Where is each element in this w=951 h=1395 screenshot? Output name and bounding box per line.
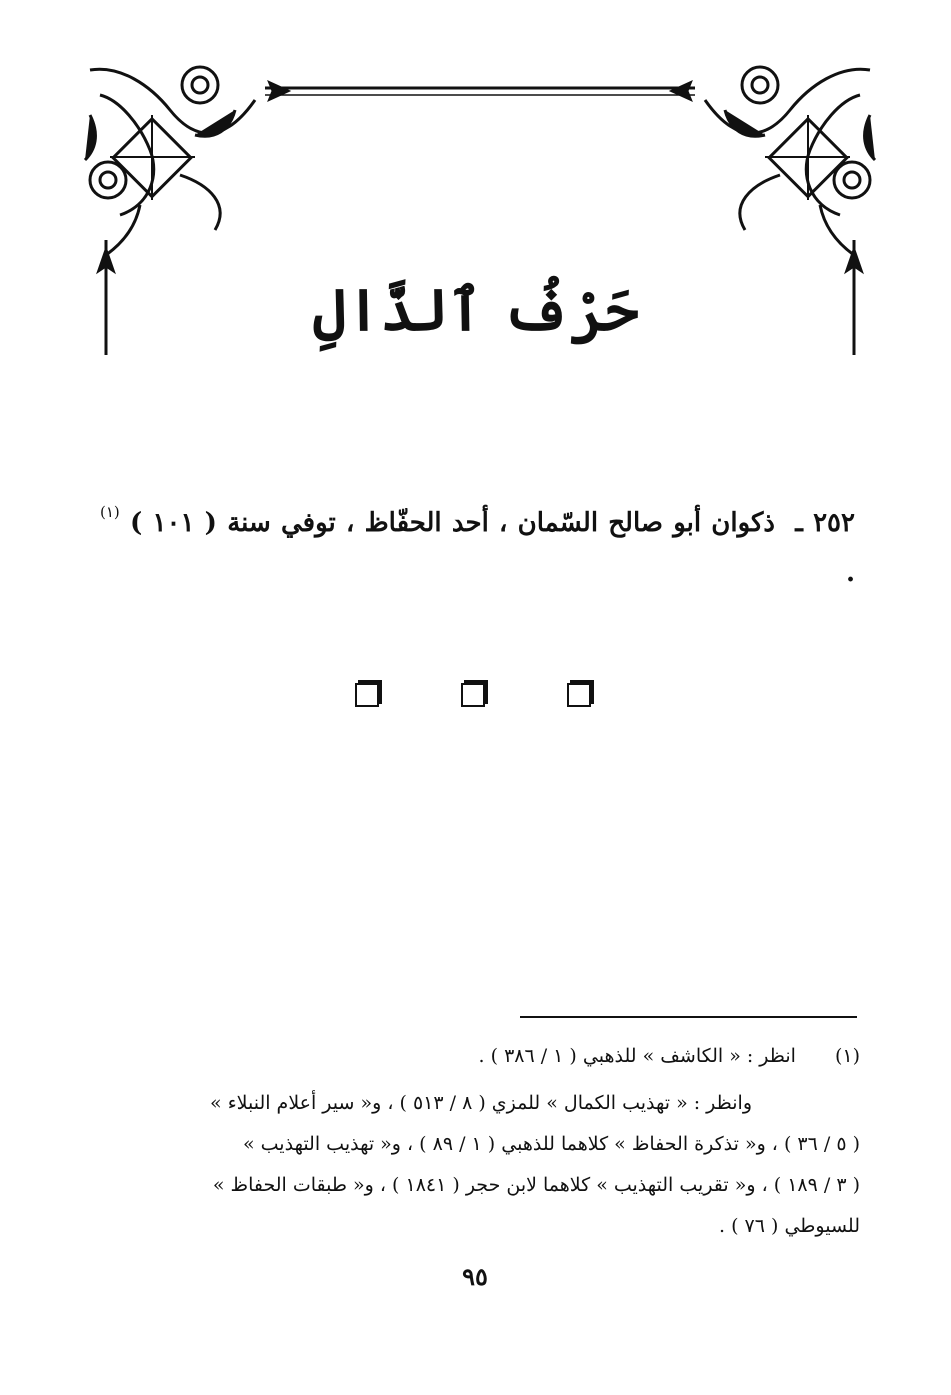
footnotes: [100, 1036, 860, 1247]
footnote-1: [100, 1036, 860, 1077]
footnote-line: وانظر : « تهذيب الكمال » للمزي ( ٨ / ٥١٣ ) ، و« سير أعلام النبلاء »: [210, 1092, 752, 1114]
footnote-mark: (١): [834, 1045, 860, 1067]
footnote-rule: [520, 1016, 857, 1018]
entry-text: ذكوان أبو صالح السّمان ، أحد الحفّاظ ، توفي سنة ( ١٠١ ): [130, 508, 776, 538]
footnote-reference[interactable]: (١): [100, 503, 120, 521]
top-bar: [265, 81, 695, 101]
section-separator: [355, 683, 595, 713]
footnote-line: للسيوطي ( ٧٦ ) .: [719, 1215, 860, 1237]
footnote-first-line: انظر : « الكاشف » للذهبي ( ١ / ٣٨٦ ) .: [478, 1045, 796, 1067]
right-corner-ornament: [705, 67, 875, 255]
entry-number: ٢٥٢ ـ: [795, 508, 855, 538]
footnote-line: ( ٣ / ١٨٩ ) ، و« تقريب التهذيب » كلاهما لابن حجر ( ١٨٤١ ) ، و« طبقات الحفاظ »: [212, 1174, 860, 1196]
separator-box-icon: [461, 683, 485, 707]
page-number: ٩٥: [462, 1262, 488, 1291]
footnote-line: ( ٥ / ٣٦ ) ، و« تذكرة الحفاظ » كلاهما للذهبي ( ١ / ٨٩ ) ، و« تهذيب التهذيب »: [242, 1133, 860, 1155]
separator-box-icon: [567, 683, 591, 707]
left-corner-ornament: [85, 67, 255, 255]
entry-end-mark: .: [845, 558, 855, 588]
separator-box-icon: [355, 683, 379, 707]
biography-entry: [100, 498, 855, 598]
chapter-title: حَرْفُ ٱلذَّالِ: [312, 276, 639, 344]
